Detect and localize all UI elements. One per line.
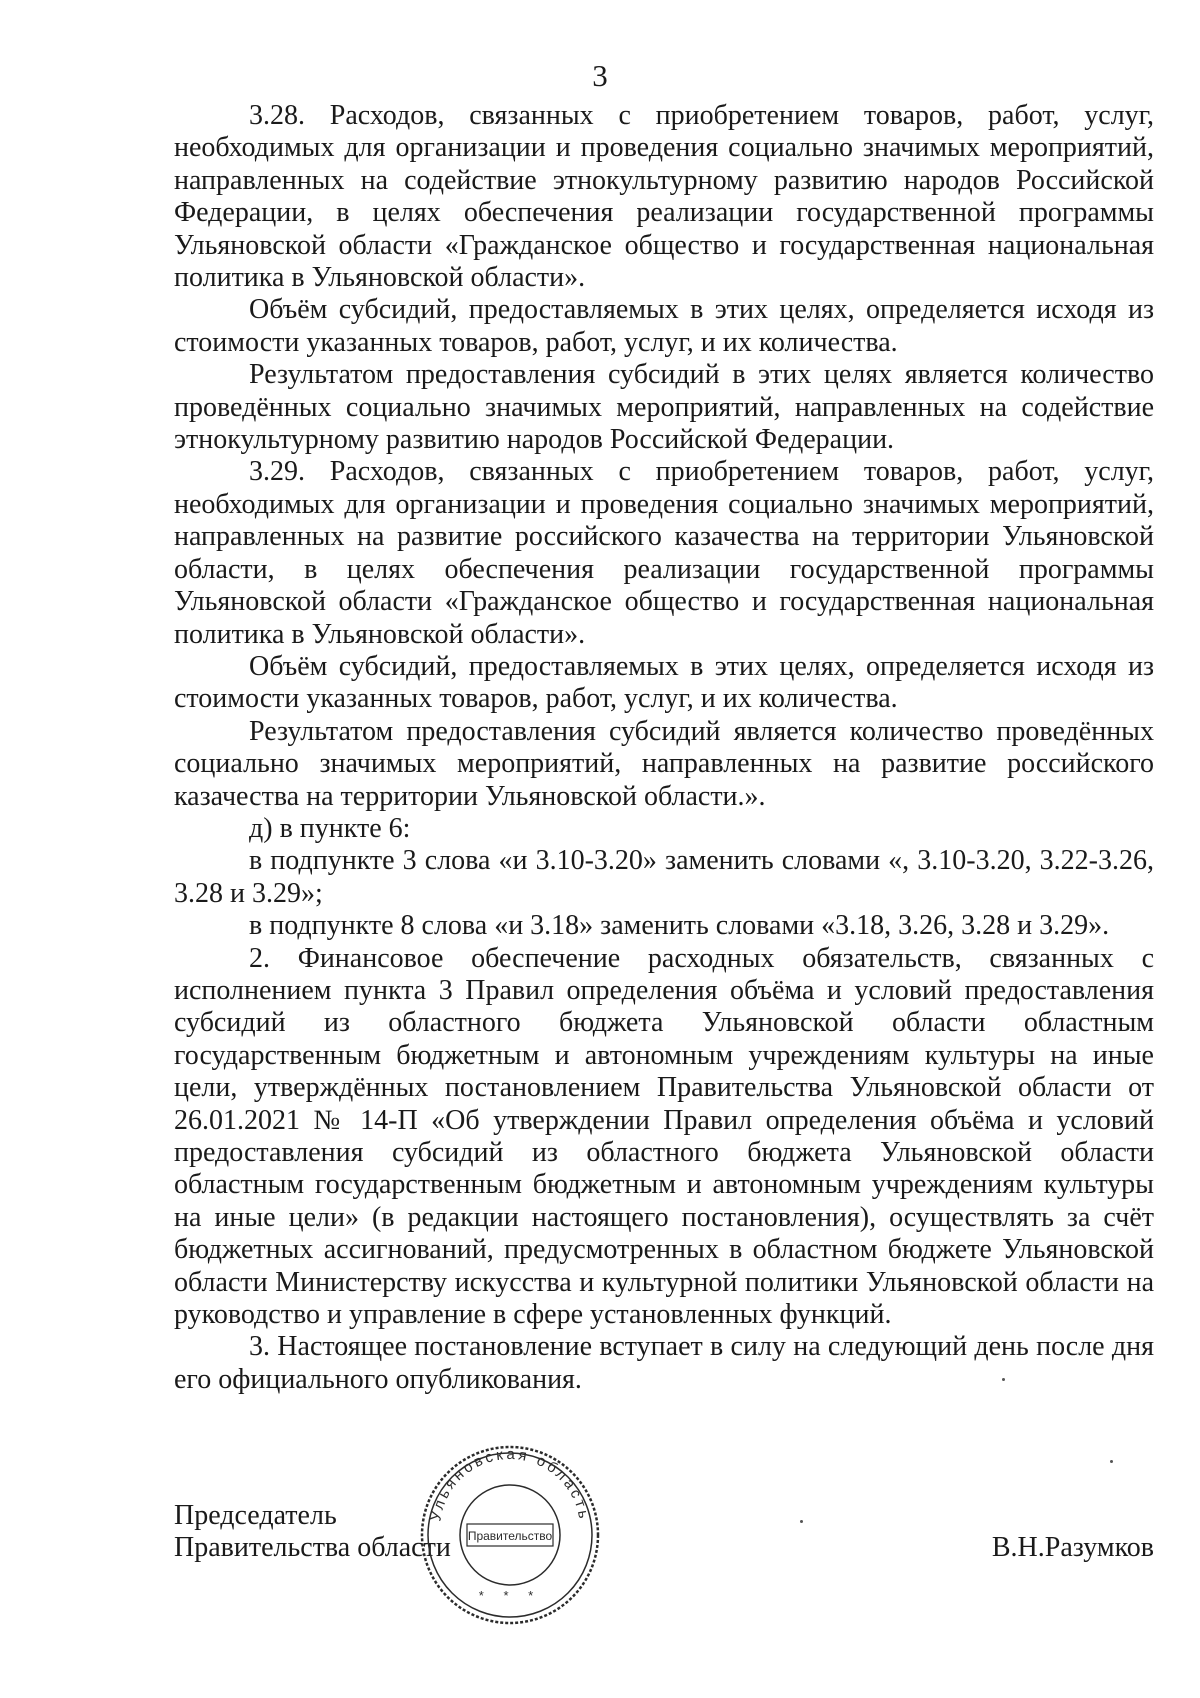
signatory-title-line2: Правительства области xyxy=(174,1532,451,1564)
svg-text:Правительство: Правительство xyxy=(467,1529,553,1543)
paragraph-subpoint-8: в подпункте 8 слова «и 3.18» заменить словами «3.18, 3.26, 3.28 и 3.29». xyxy=(249,910,1110,942)
paragraph-3-effective: 3. Настоящее постановление вступает в силу на следующий день после дня его официального опубликования. xyxy=(174,1331,1154,1395)
paragraph-2-financing: 2. Финансовое обеспечение расходных обязательств, связанных с исполнением пункта 3 Правил определения объёма и условий предоставления субсидий из областного бюджета Ульяновской области областным государственным бюджетным и автономным учреждениям культуры на иные цели, утверждённых постановлением Правительства Ульяновской области от 26.01.2021 № 14-П «Об утверждении Правил определения объёма и условий предоставления субсидий из областного бюджета Ульяновской области областным государственным бюджетным и автономным учреждениям культуры на иные цели» (в редакции настоящего постановления), осуществлять за счёт бюджетных ассигнований, предусмотренных в областном бюджете Ульяновской области Министерству искусства и культурной политики Ульяновской области на руководство и управление в сфере установленных функций. xyxy=(174,942,1154,1331)
document-body xyxy=(174,100,1154,1396)
svg-text:* * *: * * * xyxy=(478,1588,542,1603)
scan-speck xyxy=(800,1520,803,1523)
signature-block xyxy=(174,1500,1154,1580)
signatory-title xyxy=(174,1500,451,1565)
page-number: 3 xyxy=(592,58,608,93)
official-seal xyxy=(415,1440,605,1630)
paragraph-3-29-volume: Объём субсидий, предоставляемых в этих целях, определяется исходя из стоимости указанных товаров, работ, услуг, и их количества. xyxy=(174,650,1154,715)
signatory-name: В.Н.Разумков xyxy=(991,1532,1154,1563)
signatory-title-line1: Председатель xyxy=(174,1500,337,1531)
scan-speck xyxy=(1110,1460,1113,1463)
paragraph-d-point-6: д) в пункте 6: xyxy=(249,812,411,844)
paragraph-3-28-result: Результатом предоставления субсидий в этих целях является количество проведённых социально значимых мероприятий, направленных на содействие этнокультурному развитию народов Российской Федерации. xyxy=(174,359,1154,456)
paragraph-subpoint-3: в подпункте 3 слова «и 3.10-3.20» заменить словами «, 3.10-3.20, 3.22-3.26, 3.28 и 3.29»; xyxy=(174,845,1154,909)
scan-speck xyxy=(1002,1378,1005,1381)
svg-text:Ульяновская область: Ульяновская область xyxy=(427,1445,593,1523)
paragraph-3-29-result: Результатом предоставления субсидий является количество проведённых социально значимых мероприятий, направленных на развитие российского казачества на территории Ульяновской области.». xyxy=(174,715,1154,812)
paragraph-3-28: 3.28. Расходов, связанных с приобретением товаров, работ, услуг, необходимых для организации и проведения социально значимых мероприятий, направленных на содействие этнокультурному развитию народов Российской Федерации, в целях обеспечения реализации государственной программы Ульяновской области «Гражданское общество и государственная национальная политика в Ульяновской области». xyxy=(174,100,1154,294)
paragraph-3-29: 3.29. Расходов, связанных с приобретением товаров, работ, услуг, необходимых для организации и проведения социально значимых мероприятий, направленных на развитие российского казачества на территории Ульяновской области, в целях обеспечения реализации государственной программы Ульяновской области «Гражданское общество и государственная национальная политика в Ульяновской области». xyxy=(174,456,1154,650)
paragraph-3-28-volume: Объём субсидий, предоставляемых в этих целях, определяется исходя из стоимости указанных товаров, работ, услуг, и их количества. xyxy=(174,294,1154,358)
